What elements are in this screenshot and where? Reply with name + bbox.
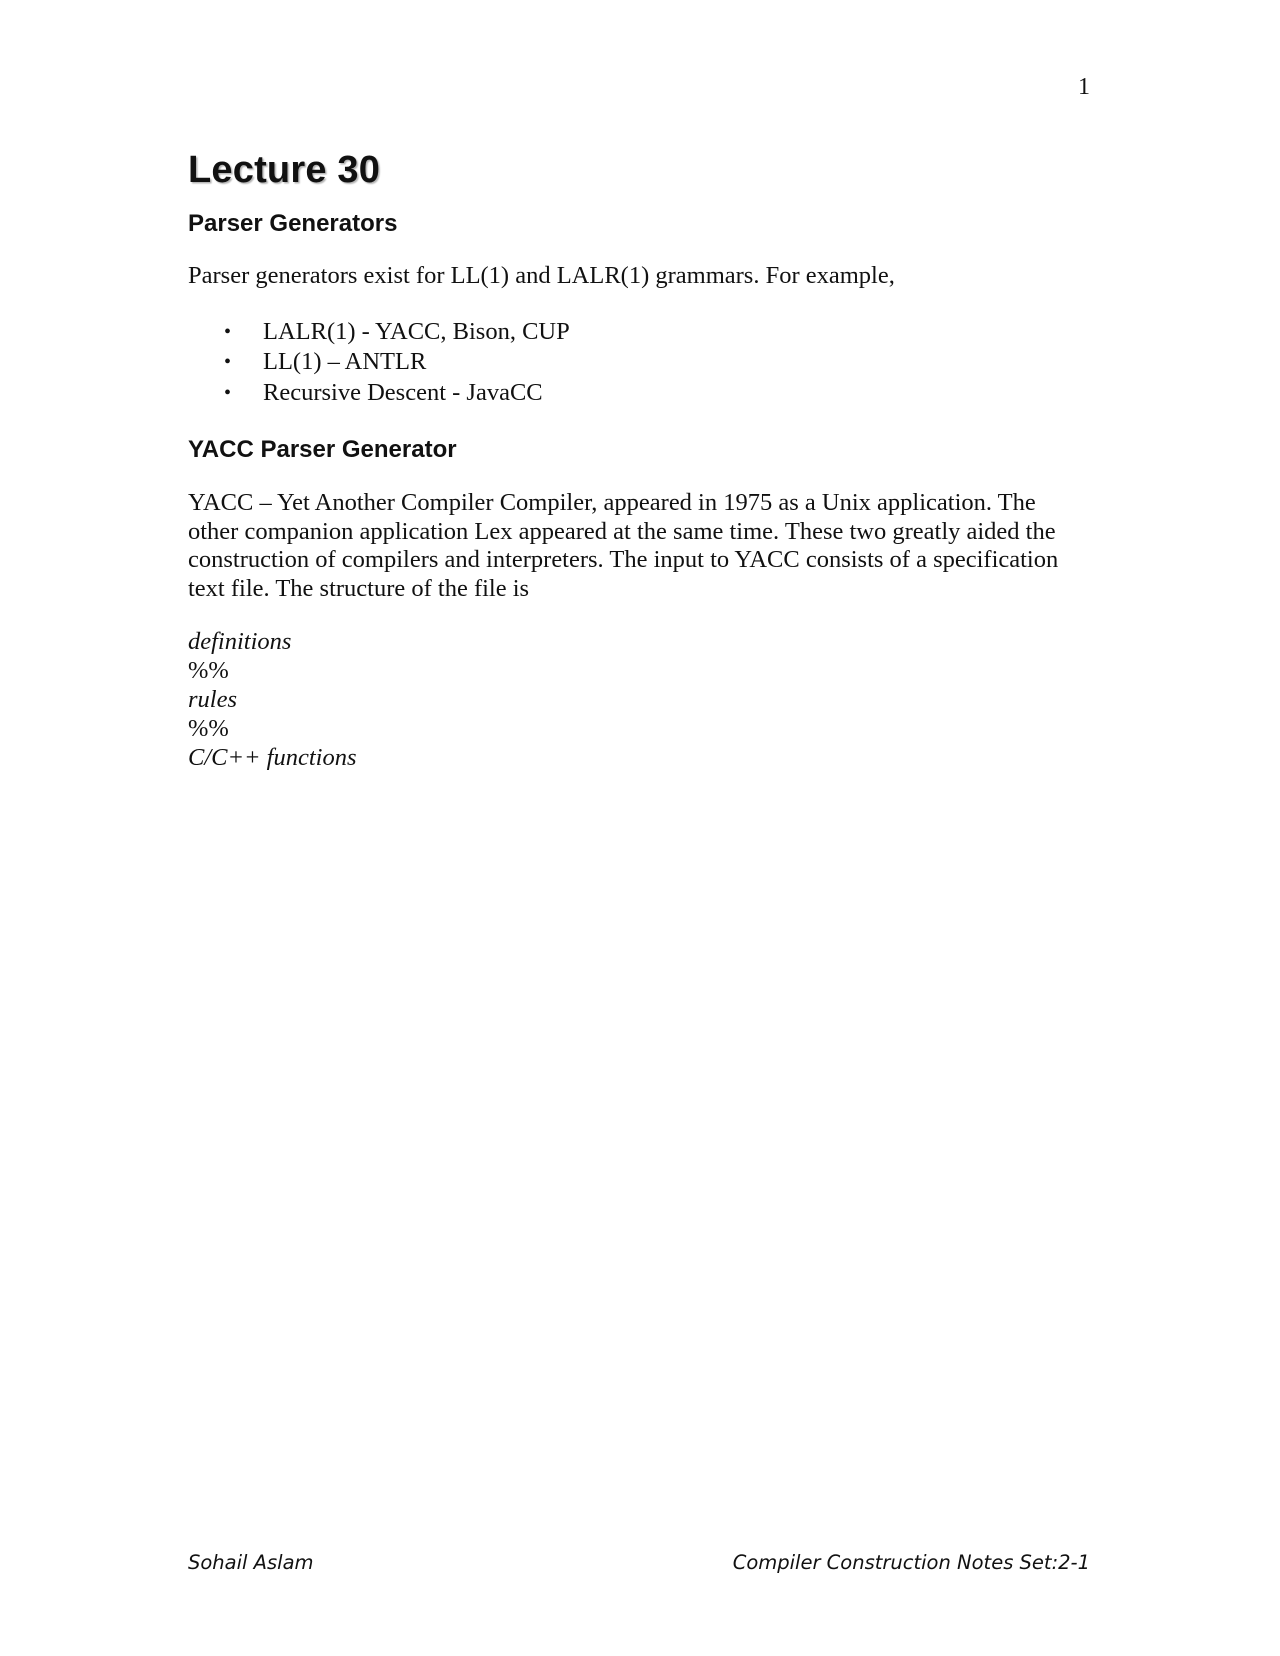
- page-content: [188, 146, 1088, 772]
- spec-separator: %%: [188, 657, 229, 684]
- section-heading-yacc-parser-generator: YACC Parser Generator: [188, 436, 457, 463]
- bullet-icon: •: [224, 381, 232, 404]
- page-footer: [188, 1551, 1090, 1574]
- list-item: [188, 347, 1088, 378]
- parser-generator-list: [188, 317, 1088, 409]
- spec-functions: C/C++ functions: [188, 744, 357, 771]
- lecture-title: Lecture 30: [188, 149, 381, 191]
- spec-separator: %%: [188, 715, 229, 742]
- section-heading-parser-generators: Parser Generators: [188, 210, 398, 237]
- intro-paragraph: Parser generators exist for LL(1) and LALR(1) grammars. For example,: [188, 262, 895, 289]
- spec-definitions: definitions: [188, 628, 292, 655]
- list-item-text: LL(1) – ANTLR: [263, 348, 427, 375]
- bullet-icon: •: [224, 351, 232, 373]
- footer-author: Sohail Aslam: [188, 1551, 314, 1574]
- list-item-text: LALR(1) - YACC, Bison, CUP: [263, 317, 570, 345]
- list-item-text: Recursive Descent - JavaCC: [263, 378, 543, 406]
- yacc-file-structure: [188, 627, 1088, 772]
- list-item: [188, 378, 1088, 409]
- list-item: [188, 317, 1088, 348]
- bullet-icon: •: [224, 320, 232, 343]
- yacc-paragraph: YACC – Yet Another Compiler Compiler, appeared in 1975 as a Unix application. The other companion application Lex appeared at the same time. These two greatly aided the construction of compilers and interpreters. The input to YACC consists of a specification text file. The structure of the file is: [188, 489, 1059, 602]
- footer-notes-title: Compiler Construction Notes Set:2-1: [732, 1551, 1090, 1574]
- spec-rules: rules: [188, 686, 237, 713]
- page-number: 1: [1078, 74, 1090, 100]
